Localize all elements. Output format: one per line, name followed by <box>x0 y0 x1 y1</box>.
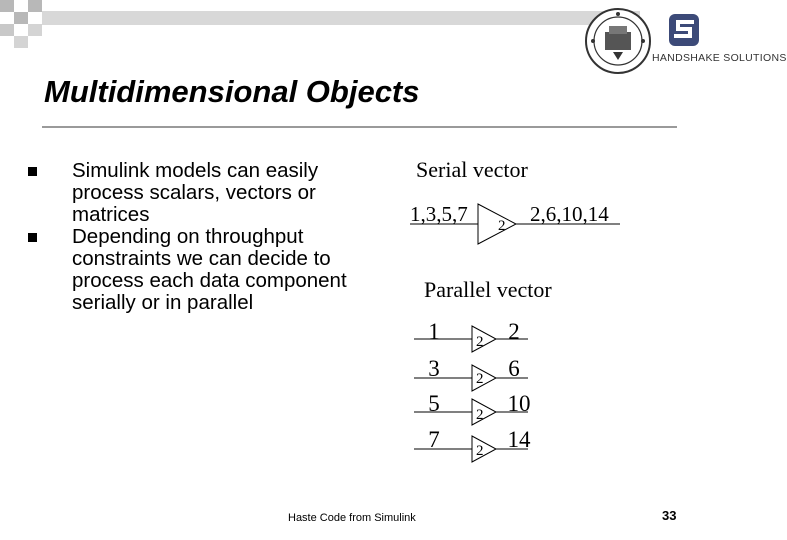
slide-title: Multidimensional Objects <box>44 74 420 109</box>
parallel-gain-1: 2 <box>476 334 484 350</box>
serial-output-values: 2,6,10,14 <box>530 202 609 226</box>
parallel-output-1: 2 <box>508 319 520 344</box>
bullet-text: Simulink models can easily process scalars, vectors or matrices <box>72 159 319 226</box>
parallel-output-4: 14 <box>507 427 531 452</box>
serial-vector-label: Serial vector <box>416 157 528 182</box>
parallel-gain-4: 2 <box>476 443 484 459</box>
serial-gain-triangle <box>478 204 516 244</box>
serial-gain-value: 2 <box>498 218 506 234</box>
footer-caption: Haste Code from Simulink <box>288 512 416 524</box>
parallel-input-3: 5 <box>428 391 440 416</box>
brand-text: HANDSHAKE SOLUTIONS <box>652 52 787 64</box>
parallel-gain-3: 2 <box>476 407 484 423</box>
parallel-input-4: 7 <box>428 427 440 452</box>
parallel-output-3: 10 <box>507 391 531 416</box>
parallel-input-1: 1 <box>428 319 440 344</box>
parallel-input-2: 3 <box>428 356 440 381</box>
parallel-vector-label: Parallel vector <box>424 277 552 302</box>
parallel-output-2: 6 <box>508 356 520 381</box>
serial-input-values: 1,3,5,7 <box>410 202 468 226</box>
bullet-text: Depending on throughput constraints we can decide to process each data component serially or in parallel <box>72 225 347 314</box>
parallel-gain-2: 2 <box>476 371 484 387</box>
page-number: 33 <box>662 508 677 523</box>
